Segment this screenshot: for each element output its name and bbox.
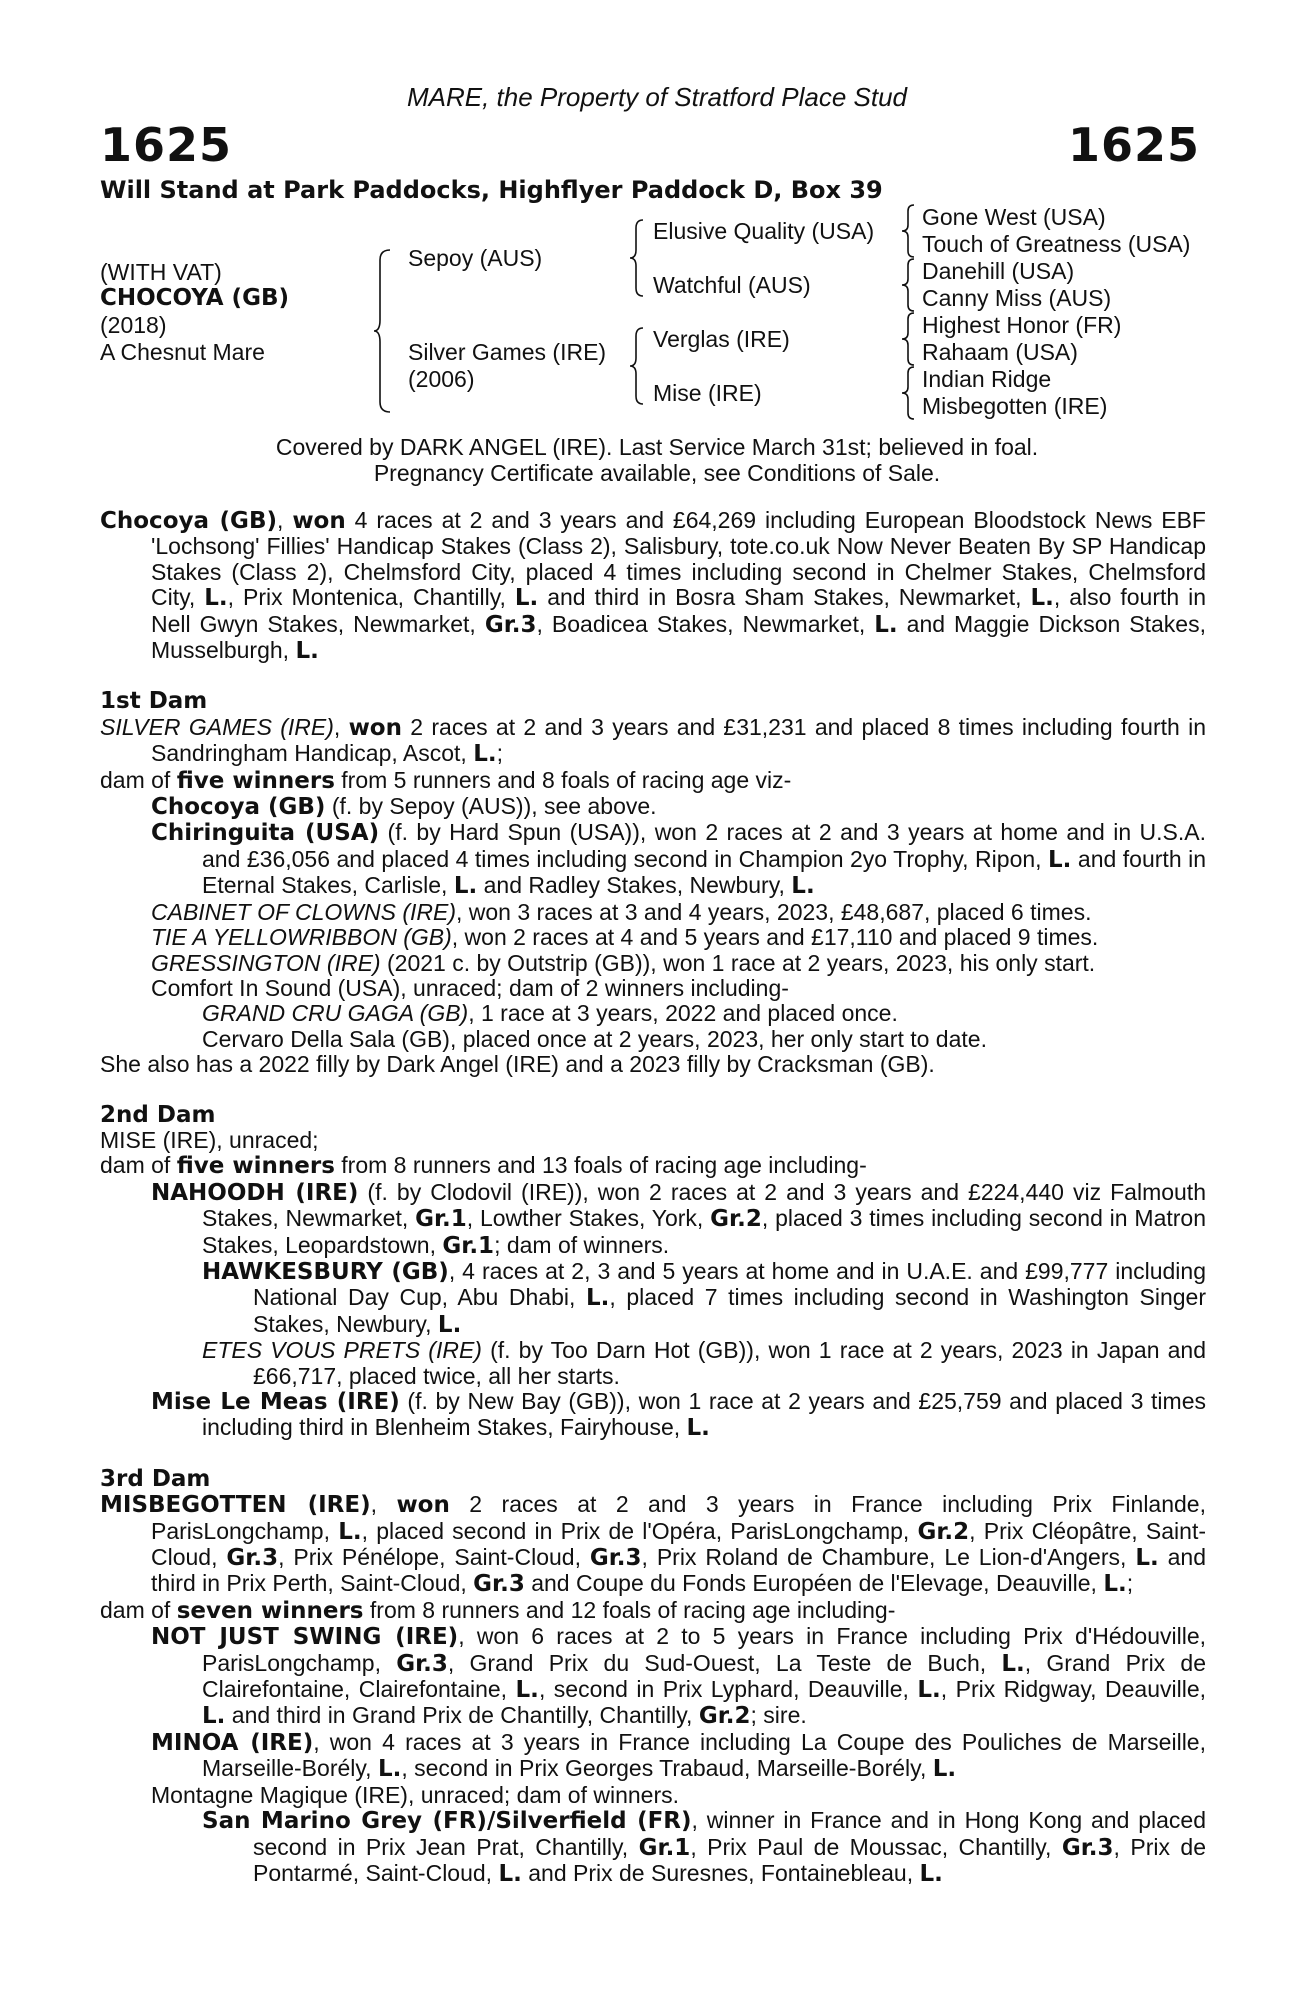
vat-note: (WITH VAT) [100,259,222,285]
horse-year: (2018) [100,312,167,338]
produce-entry: Mise Le Meas (IRE) (f. by New Bay (GB)), won 1 race at 2 years and £25,759 and placed 3 times including third in Blenheim Stakes, Fairyhouse, L. [151,1388,1206,1442]
ancestor-7: Indian Ridge [922,366,1052,392]
dam3-produce-summary: dam of seven winners from 8 runners and 12 foals of racing age including- [100,1596,896,1624]
produce-entry: GRESSINGTON (IRE) (2021 c. by Outstrip (GB)), won 1 race at 2 years, 2023, his only start. [151,949,1096,976]
covered-line-1: Covered by DARK ANGEL (IRE). Last Service March 31st; believed in foal. [275,434,1039,460]
stand-location: Will Stand at Park Paddocks, Highflyer Paddock D, Box 39 [100,176,883,204]
catalogue-subtitle: MARE, the Property of Stratford Place Stud [406,82,907,112]
produce-entry: ETES VOUS PRETS (IRE) (f. by Too Darn Hot (GB)), won 1 race at 2 years, 2023 in Japan and £66,717, placed twice, all her starts. [202,1337,1207,1389]
dam-sire: Verglas (IRE) [653,326,790,352]
produce-entry: Chiringuita (USA) (f. by Hard Spun (USA)), won 2 races at 2 and 3 years at home and in U.S.A. and £36,056 and placed 4 times including second in Champion 2yo Trophy, Ripon, L. and fourth in Eternal Stakes, Carlisle, L. and Radley Stakes, Newbury, L. [151,819,1207,900]
dam-year: (2006) [408,366,475,392]
produce-entry: NOT JUST SWING (IRE), won 6 races at 2 to 5 years in France including Prix d'Hédouville, ParisLongchamp, Gr.3, Grand Prix du Sud-Ouest, La Teste de Buch, L., Grand Prix de Clairefontaine, Clairefontaine, L., second in Prix Lyphard, Deauville, L., Prix Ridgway, Deauville, L. and third in Grand Prix de Chantilly, Chantilly, Gr.2; sire. [151,1623,1206,1730]
section-heading-2nd-dam: 2nd Dam [100,1101,216,1128]
produce-entry: MINOA (IRE), won 4 races at 3 years in France including La Coupe des Pouliches de Marseille, Marseille-Borély, L., second in Prix Georges Trabaud, Marseille-Borély, L. [151,1728,1206,1783]
sire-sire: Elusive Quality (USA) [653,218,875,244]
intro-paragraph: Chocoya (GB), won 4 races at 2 and 3 years and £64,269 including European Bloodstock News EBF 'Lochsong' Fillies' Handicap Stakes (Class 2), Salisbury, tote.co.uk Now Never Beaten By SP Handicap Stakes (Class 2), Chelmsford City, placed 4 times including second in Chelmer Stakes, Chelmsford City, L., Prix Montenica, Chantilly, L. and third in Bosra Sham Stakes, Newmarket, L., also fourth in Nell Gwyn Stakes, Newmarket, Gr.3, Boadicea Stakes, Newmarket, L. and Maggie Dickson Stakes, Musselburgh, L. [100,507,1207,665]
pedigree-brace [628,218,648,298]
covering-note [0,434,1314,486]
dam-dam: Mise (IRE) [653,380,762,406]
produce-entry: HAWKESBURY (GB), 4 races at 2, 3 and 5 years at home and in U.A.E. and £99,777 including National Day Cup, Abu Dhabi, L., placed 7 times including second in Washington Singer Stakes, Newbury, L. [202,1257,1207,1338]
lot-number-left: 1625 [100,118,233,172]
ancestor-1: Gone West (USA) [922,204,1106,230]
produce-entry: Chocoya (GB) (f. by Sepoy (AUS)), see above. [151,793,657,821]
dam3-record: MISBEGOTTEN (IRE), won 2 races at 2 and 3 years in France including Prix Finlande, ParisLongchamp, L., placed second in Prix de l'Opéra, ParisLongchamp, Gr.2, Prix Cléopâtre, Saint-Cloud, Gr.3, Prix Pénélope, Saint-Cloud, Gr.3, Prix Roland de Chambure, Le Lion-d'Angers, L. and third in Prix Perth, Saint-Cloud, Gr.3 and Coupe du Fonds Européen de l'Elevage, Deauville, L.; [100,1491,1206,1598]
produce-entry: CABINET OF CLOWNS (IRE), won 3 races at 3 and 4 years, 2023, £48,687, placed 6 times. [151,898,1092,925]
produce-entry: Cervaro Della Sala (GB), placed once at 2 years, 2023, her only start to date. [202,1025,987,1052]
sire-name: Sepoy (AUS) [408,245,543,271]
produce-entry: GRAND CRU GAGA (GB), 1 race at 3 years, 2022 and placed once. [202,1000,898,1027]
section-heading-3rd-dam: 3rd Dam [100,1465,211,1492]
produce-entry: TIE A YELLOWRIBBON (GB), won 2 races at 4 and 5 years and £17,110 and placed 9 times. [151,924,1099,951]
horse-description: A Chesnut Mare [100,339,265,365]
dam1-produce-summary: dam of five winners from 5 runners and 8 foals of racing age viz- [100,766,792,794]
dam2-produce-summary: dam of five winners from 8 runners and 13 foals of racing age including- [100,1152,867,1180]
sire-dam: Watchful (AUS) [653,272,811,298]
pedigree-brace [900,365,920,421]
ancestor-5: Highest Honor (FR) [922,312,1122,338]
produce-entry: NAHOODH (IRE) (f. by Clodovil (IRE)), won 2 races at 2 and 3 years and £224,440 viz Falmouth Stakes, Newmarket, Gr.1, Lowther Stakes, York, Gr.2, placed 3 times including second in Matron Stakes, Leopardstown, Gr.1; dam of winners. [151,1178,1206,1259]
lot-number-right: 1625 [1067,118,1200,172]
ancestor-6: Rahaam (USA) [922,339,1078,365]
dam2-record: MISE (IRE), unraced; [100,1126,319,1153]
produce-entry: Comfort In Sound (USA), unraced; dam of 2 winners including- [151,974,789,1001]
pedigree-brace [900,257,920,313]
ancestor-3: Danehill (USA) [922,258,1075,284]
ancestor-4: Canny Miss (AUS) [922,285,1112,311]
ancestor-2: Touch of Greatness (USA) [922,231,1191,257]
covered-line-2: Pregnancy Certificate available, see Conditions of Sale. [373,460,941,486]
pedigree-brace [900,311,920,367]
dam1-current-foals: She also has a 2022 filly by Dark Angel (IRE) and a 2023 filly by Cracksman (GB). [100,1051,935,1078]
horse-name: CHOCOYA (GB) [100,285,289,311]
ancestor-8: Misbegotten (IRE) [922,393,1108,419]
section-heading-1st-dam: 1st Dam [100,688,208,715]
produce-entry: Montagne Magique (IRE), unraced; dam of winners. [151,1781,679,1808]
race-record-body [100,508,1206,1887]
dam1-record: SILVER GAMES (IRE), won 2 races at 2 and 3 years and £31,231 and placed 8 times including fourth in Sandringham Handicap, Ascot, L.; [100,713,1207,768]
pedigree-brace [900,203,920,259]
pedigree-brace [372,248,396,414]
pedigree-brace [628,326,648,406]
dam-name: Silver Games (IRE) [408,339,607,365]
produce-entry: San Marino Grey (FR)/Silverfield (FR), winner in France and in Hong Kong and placed second in Prix Jean Prat, Chantilly, Gr.1, Prix Paul de Moussac, Chantilly, Gr.3, Prix de Pontarmé, Saint-Cloud, L. and Prix de Suresnes, Fontainebleau, L. [202,1807,1206,1887]
